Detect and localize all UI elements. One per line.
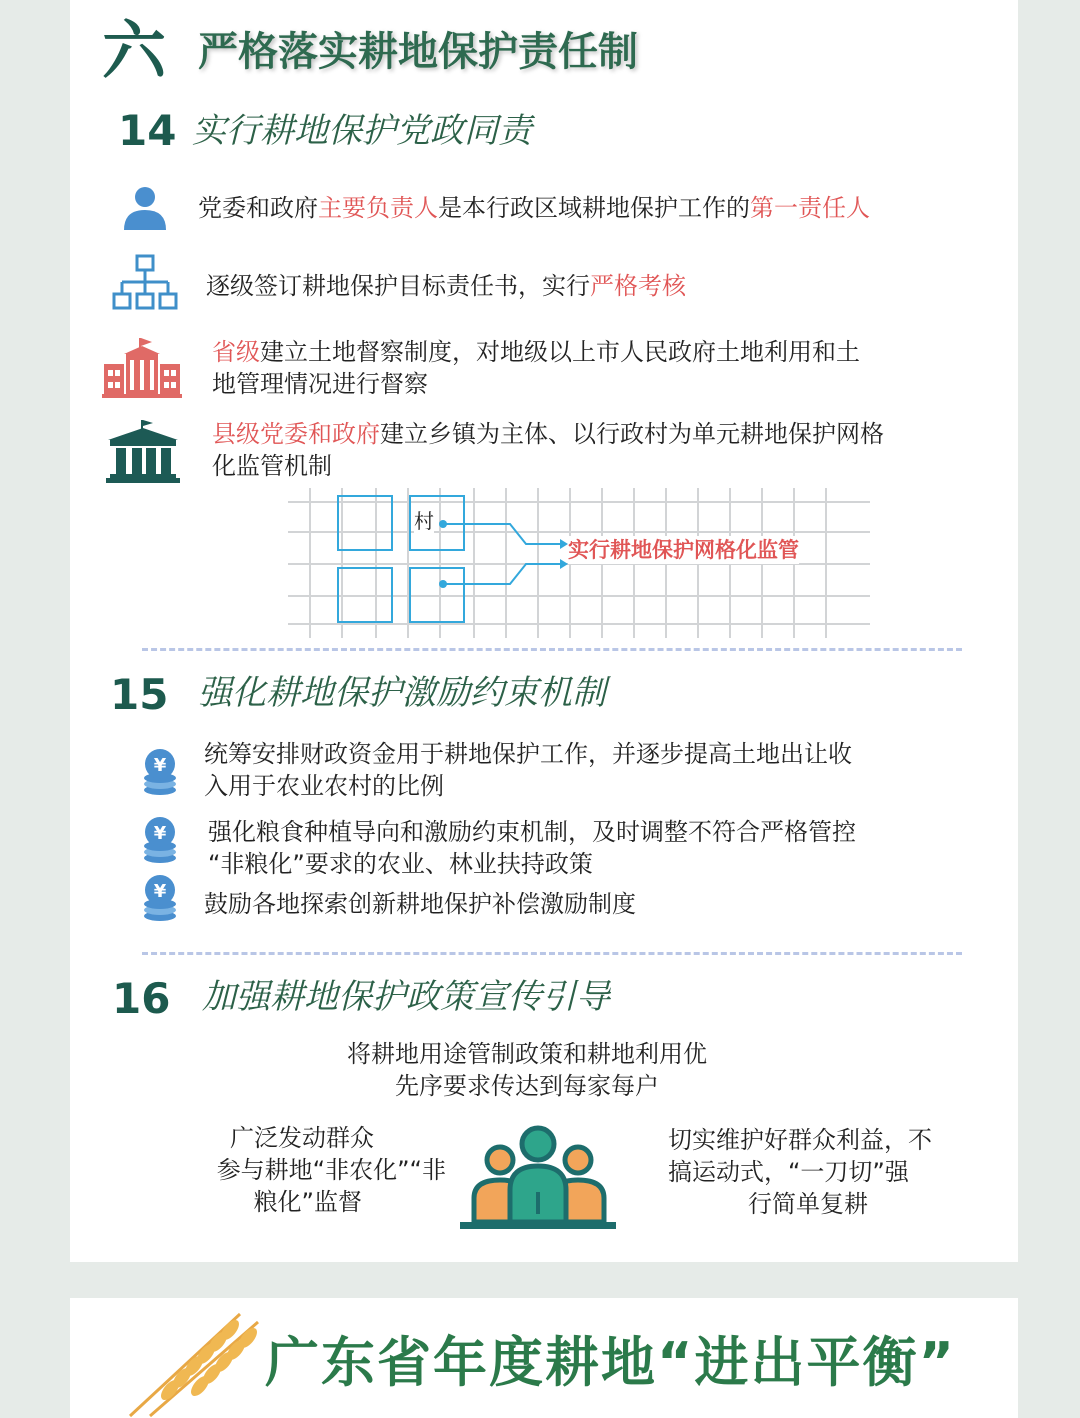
next-section-title: 广东省年度耕地“进出平衡”: [265, 1331, 956, 1394]
s15-item2-line1: 强化粮食种植导向和激励约束机制，及时调整不符合严格管控: [208, 818, 856, 846]
s14-item3-line1: [212, 336, 972, 368]
divider: [142, 952, 962, 955]
s14-item1-text: [198, 192, 870, 224]
grid-supervision-label: 实行耕地保护网格化监管: [568, 538, 799, 562]
s14-item2-part-a: 逐级签订耕地保护目标责任书，实行: [206, 272, 590, 300]
s16-right-line3: 行简单复耕: [748, 1190, 868, 1218]
village-label: 村: [414, 509, 434, 533]
s14-item3-line2: 地管理情况进行督察: [212, 370, 428, 398]
wheat-icon: [120, 1308, 270, 1418]
s14-item1-part-b: 主要负责人: [318, 194, 438, 222]
subsection-14-number: 14: [118, 106, 177, 155]
s16-left-line1: 广泛发动群众: [230, 1124, 374, 1152]
svg-text:¥: ¥: [153, 823, 167, 844]
svg-text:¥: ¥: [153, 755, 167, 776]
s16-left-text: [130, 1122, 446, 1218]
s14-item4-part-a: 县级党委和政府: [212, 420, 380, 448]
s16-right-text: [658, 1124, 978, 1220]
s16-left-line3: 粮化”监督: [253, 1188, 362, 1216]
s15-item2-line2: “非粮化”要求的农业、林业扶持政策: [208, 850, 593, 878]
s15-item1-line1: 统筹安排财政资金用于耕地保护工作，并逐步提高土地出让收: [204, 740, 852, 768]
grid-illustration: [288, 488, 870, 638]
org-chart-icon: [112, 254, 178, 312]
s16-top-line1: 将耕地用途管制政策和耕地利用优: [347, 1040, 707, 1068]
subsection-14-title: 实行耕地保护党政同责: [192, 111, 532, 151]
s15-item1-text: [204, 738, 974, 802]
s14-item3-part-a: 省级: [212, 338, 260, 366]
s14-item1-part-d: 第一责任人: [750, 194, 870, 222]
s16-left-line2: 参与耕地“非农化”“非: [216, 1156, 446, 1184]
s14-item2-part-b: 严格考核: [590, 272, 686, 300]
institution-icon: [106, 420, 180, 484]
s15-item3-text: 鼓励各地探索创新耕地保护补偿激励制度: [204, 890, 636, 918]
s16-right-line1: 切实维护好群众利益，不: [668, 1126, 932, 1154]
coin-stack-icon: [142, 816, 178, 864]
s14-item1-part-a: 党委和政府: [198, 194, 318, 222]
subsection-16-number: 16: [112, 974, 171, 1023]
section-title: 严格落实耕地保护责任制: [198, 29, 638, 75]
subsection-16-title: 加强耕地保护政策宣传引导: [202, 977, 610, 1017]
s16-right-line2: 搞运动式，“一刀切”强: [668, 1158, 909, 1186]
s14-item3-part-b: 建立土地督察制度，对地级以上市人民政府土地利用和土: [260, 338, 860, 366]
s14-item1-part-c: 是本行政区域耕地保护工作的: [438, 194, 750, 222]
coin-stack-icon: [142, 748, 178, 796]
s15-item2-text: [208, 816, 978, 880]
s14-item4-part-b: 建立乡镇为主体、以行政村为单元耕地保护网格: [380, 420, 884, 448]
subsection-15-number: 15: [110, 670, 169, 719]
s14-item4-text: [212, 418, 982, 482]
s15-item1-line2: 入用于农业农村的比例: [204, 772, 444, 800]
s14-item4-line2: 化监管机制: [212, 452, 332, 480]
s16-top-line2: 先序要求传达到每家每户: [395, 1072, 659, 1100]
divider: [142, 648, 962, 651]
section-number: 六: [102, 15, 166, 89]
s14-item4-line1: [212, 418, 982, 450]
s16-top-text: [290, 1038, 764, 1102]
people-group-icon: [460, 1124, 616, 1230]
coin-stack-icon: [142, 874, 178, 922]
s14-item3-text: [212, 336, 972, 400]
next-section-card: [70, 1298, 1018, 1418]
s14-item2-text: [206, 270, 686, 302]
government-building-icon: [102, 336, 182, 398]
section-card: [70, 0, 1018, 1262]
person-icon: [120, 186, 170, 232]
subsection-15-title: 强化耕地保护激励约束机制: [198, 673, 606, 713]
svg-text:¥: ¥: [153, 881, 167, 902]
